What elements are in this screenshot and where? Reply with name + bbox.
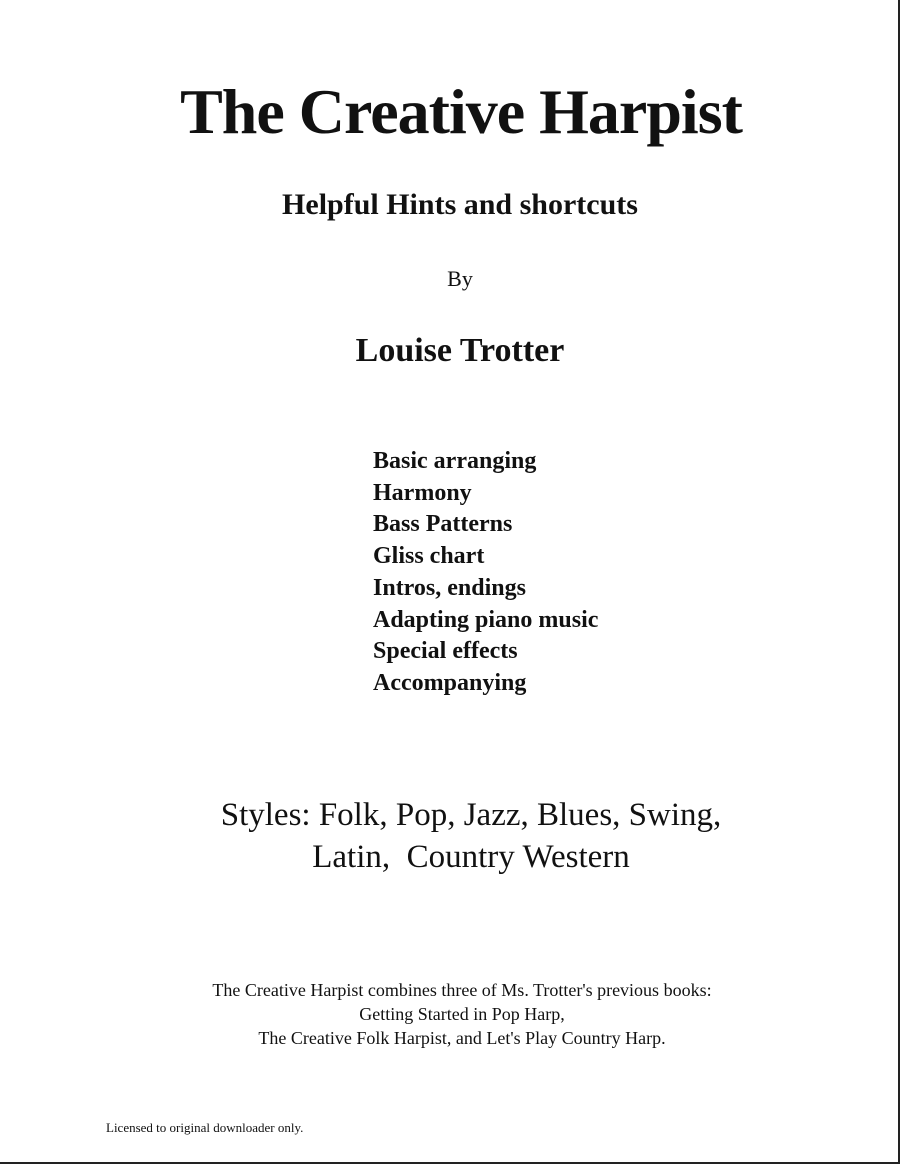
styles-line: Latin, Country Western [312,839,630,875]
topic-item: Adapting piano music [373,606,599,633]
by-label: By [447,266,473,291]
author-name: Louise Trotter [355,332,565,369]
topic-item: Special effects [373,638,518,665]
note-line: Getting Started in Pop Harp, [359,1004,565,1024]
document-title: The Creative Harpist [180,76,742,147]
styles-line: Styles: Folk, Pop, Jazz, Blues, Swing, [220,797,722,833]
license-notice: Licensed to original downloader only. [106,1120,304,1135]
topic-item: Gliss chart [373,543,485,570]
topic-item: Bass Patterns [373,511,513,538]
topic-item: Accompanying [373,669,527,696]
topic-item: Intros, endings [373,574,526,601]
document-subtitle: Helpful Hints and shortcuts [282,188,638,221]
topic-item: Harmony [373,479,472,506]
books-note [0,978,898,1050]
note-line: The Creative Harpist combines three of Ms. Trotter's previous books: [212,980,712,1000]
note-line: The Creative Folk Harpist, and Let's Play Country Harp. [258,1028,666,1048]
topics-list [373,446,598,700]
styles-text [0,794,898,878]
topic-item: Basic arranging [373,448,537,474]
